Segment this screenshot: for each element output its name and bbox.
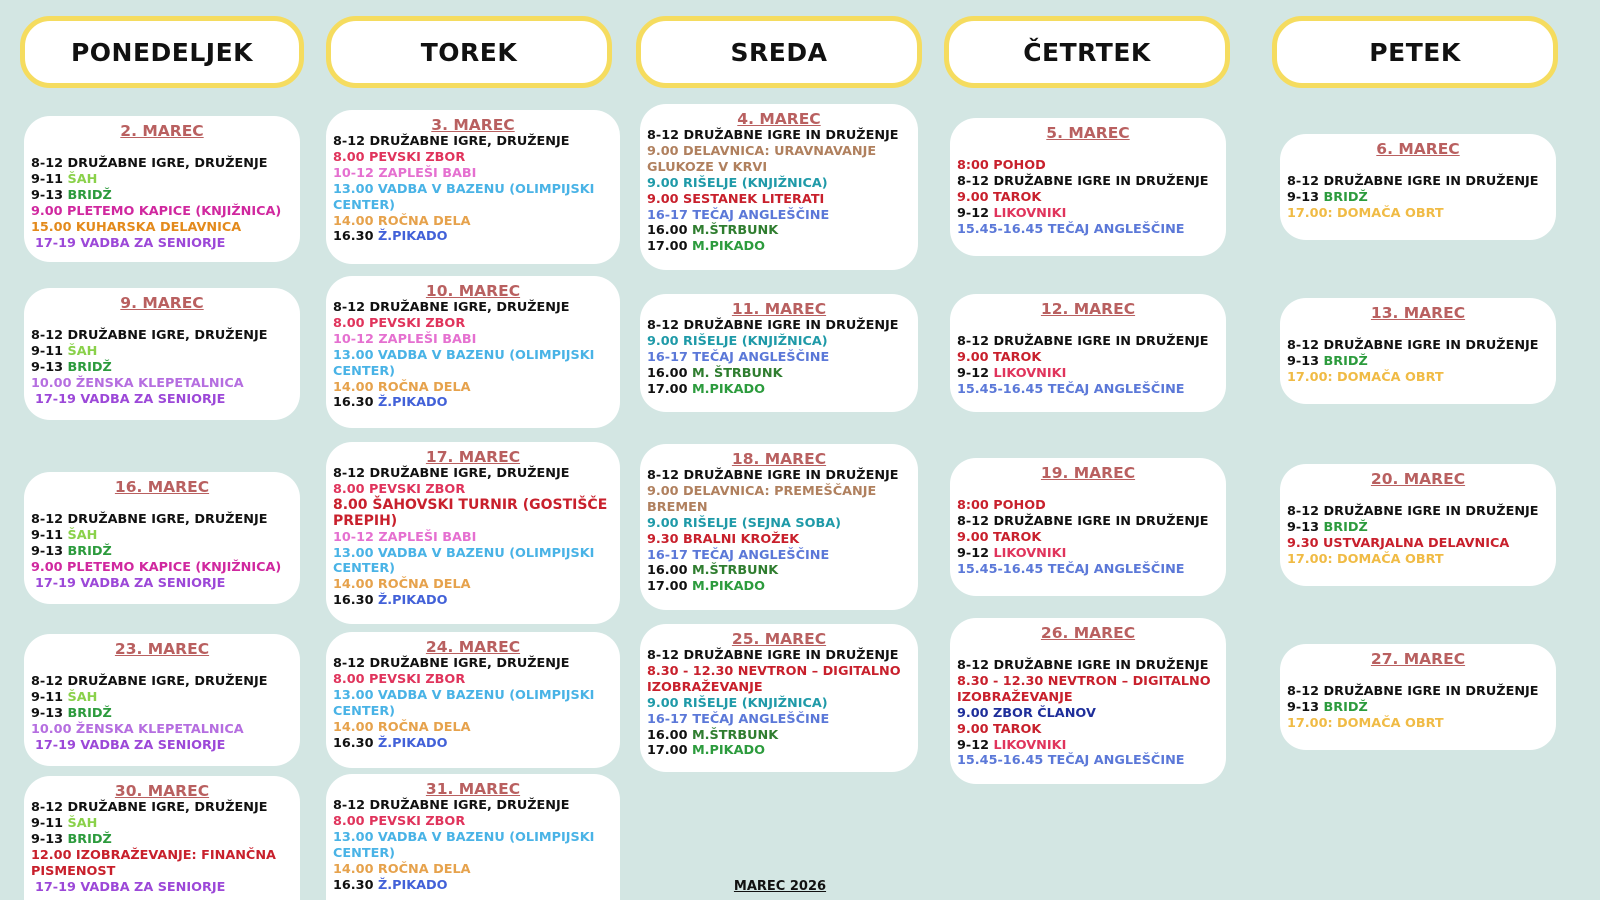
card-date: 2. MAREC [120, 122, 204, 140]
event-time: 17.00 [647, 381, 692, 397]
event-text: Ž.PIKADO [377, 593, 448, 609]
event-text: LIKOVNIKI [993, 205, 1067, 221]
card-date: 31. MAREC [425, 780, 521, 798]
event-line: 17.00: DOMAČA OBRT [1287, 205, 1444, 221]
event-time: 17.00 [647, 579, 692, 595]
event-line [333, 593, 613, 609]
event-line: 17-19 VADBA ZA SENIORJE [35, 737, 226, 753]
event-text: LIKOVNIKI [993, 545, 1067, 561]
card-date: 23. MAREC [114, 640, 210, 658]
event-card-mar-20 [1280, 464, 1556, 586]
event-line: 13.00 VADBA V BAZENU (OLIMPIJSKI CENTER) [333, 181, 595, 213]
event-line [31, 544, 293, 560]
event-line: 17-19 VADBA ZA SENIORJE [35, 575, 226, 591]
event-card-mar-30 [24, 776, 300, 900]
event-card-mar-5 [950, 118, 1226, 256]
event-line: 15.45-16.45 TEČAJ ANGLEŠČINE [957, 753, 1185, 769]
event-line [647, 563, 911, 579]
event-line: 13.00 VADBA V BAZENU (OLIMPIJSKI CENTER) [333, 347, 595, 379]
event-line: 16-17 TEČAJ ANGLEŠČINE [647, 207, 830, 223]
event-text: LIKOVNIKI [993, 365, 1067, 381]
event-line: 8:00 POHOD [957, 158, 1046, 173]
event-time: 9-12 [957, 365, 994, 381]
event-time: 9-12 [957, 545, 994, 561]
event-line: 8-12 DRUŽABNE IGRE, DRUŽENJE [31, 156, 268, 171]
event-text: BRIDŽ [67, 359, 112, 375]
event-line: 15.00 KUHARSKA DELAVNICA [31, 219, 242, 235]
event-line: 8-12 DRUŽABNE IGRE IN DRUŽENJE [647, 128, 899, 143]
event-line [31, 344, 293, 360]
event-text: BRIDŽ [1323, 353, 1368, 369]
event-line [647, 223, 911, 239]
event-line: 8-12 DRUŽABNE IGRE, DRUŽENJE [31, 674, 268, 689]
event-line: 17.00: DOMAČA OBRT [1287, 715, 1444, 731]
event-time: 9-12 [957, 737, 994, 753]
event-text: BRIDŽ [67, 831, 112, 847]
event-time: 16.30 [333, 735, 378, 751]
event-line: 10-12 ZAPLEŠI BABI [333, 529, 477, 545]
event-line [333, 229, 613, 245]
event-line: 9.30 BRALNI KROŽEK [647, 531, 800, 547]
event-card-mar-12 [950, 294, 1226, 412]
event-line: 8-12 DRUŽABNE IGRE IN DRUŽENJE [957, 658, 1209, 673]
event-card-mar-31 [326, 774, 620, 900]
event-text: ŠAH [67, 815, 98, 831]
card-date: 10. MAREC [425, 282, 521, 300]
event-line [957, 546, 1219, 562]
event-time: 9-13 [1287, 699, 1324, 715]
event-line: 12.00 IZOBRAŽEVANJE: FINANČNA PISMENOST [31, 847, 276, 879]
event-time: 16.30 [333, 877, 378, 893]
event-text: M.ŠTRBUNK [691, 563, 779, 579]
event-line: 14.00 ROČNA DELA [333, 379, 471, 395]
event-card-mar-17 [326, 442, 620, 624]
event-line: 9.00 RIŠELJE (KNJIŽNICA) [647, 333, 828, 349]
event-card-mar-16 [24, 472, 300, 604]
event-line: 8.00 PEVSKI ZBOR [333, 671, 466, 687]
event-line [1287, 700, 1549, 716]
event-line [333, 736, 613, 752]
event-line: 8-12 DRUŽABNE IGRE IN DRUŽENJE [1287, 338, 1539, 353]
card-date: 17. MAREC [425, 448, 521, 466]
event-line: 9.00 RIŠELJE (KNJIŽNICA) [647, 175, 828, 191]
event-time: 9-13 [1287, 353, 1324, 369]
event-line: 8-12 DRUŽABNE IGRE IN DRUŽENJE [1287, 684, 1539, 699]
event-line: 9.00 DELAVNICA: URAVNAVANJE GLUKOZE V KRVI [647, 143, 877, 175]
event-line: 13.00 VADBA V BAZENU (OLIMPIJSKI CENTER) [333, 829, 595, 861]
event-line: 8-12 DRUŽABNE IGRE, DRUŽENJE [31, 512, 268, 527]
event-line: 9.00 TAROK [957, 189, 1042, 205]
card-date: 9. MAREC [120, 294, 204, 312]
event-line: 9.00 SESTANEK LITERATI [647, 191, 825, 207]
event-line: 17-19 VADBA ZA SENIORJE [35, 235, 226, 251]
event-text: M.PIKADO [691, 381, 765, 397]
event-line [31, 172, 293, 188]
event-line [1287, 520, 1549, 536]
event-line: 9.00 TAROK [957, 721, 1042, 737]
event-card-mar-18 [640, 444, 918, 610]
event-time: 9-13 [31, 187, 68, 203]
event-text: Ž.PIKADO [377, 735, 448, 751]
event-line [333, 395, 613, 411]
event-line: 9.00 PLETEMO KAPICE (KNJIŽNICA) [31, 559, 282, 575]
event-line: 8-12 DRUŽABNE IGRE, DRUŽENJE [333, 656, 570, 671]
event-line: 9.30 USTVARJALNA DELAVNICA [1287, 535, 1510, 551]
event-line: 8-12 DRUŽABNE IGRE, DRUŽENJE [333, 798, 570, 813]
event-line: 8-12 DRUŽABNE IGRE IN DRUŽENJE [957, 334, 1209, 349]
event-line: 8-12 DRUŽABNE IGRE IN DRUŽENJE [957, 173, 1209, 189]
event-line: 16-17 TEČAJ ANGLEŠČINE [647, 711, 830, 727]
event-text: M.ŠTRBUNK [691, 727, 779, 743]
event-line [957, 738, 1219, 754]
event-line: 8.00 PEVSKI ZBOR [333, 315, 466, 331]
event-line: 9.00 RIŠELJE (KNJIŽNICA) [647, 695, 828, 711]
card-date: 18. MAREC [731, 450, 827, 468]
event-card-mar-10 [326, 276, 620, 428]
event-line [647, 579, 911, 595]
event-time: 9-13 [1287, 189, 1324, 205]
event-line: 10.00 ŽENSKA KLEPETALNICA [31, 721, 244, 737]
event-text: M.PIKADO [691, 579, 765, 595]
event-line: 8-12 DRUŽABNE IGRE IN DRUŽENJE [1287, 174, 1539, 189]
event-time: 9-13 [31, 359, 68, 375]
event-line: 13.00 VADBA V BAZENU (OLIMPIJSKI CENTER) [333, 687, 595, 719]
event-card-mar-2 [24, 116, 300, 262]
event-line [957, 206, 1219, 222]
event-line: 9.00 TAROK [957, 349, 1042, 365]
event-text: BRIDŽ [67, 187, 112, 203]
event-line: 16-17 TEČAJ ANGLEŠČINE [647, 349, 830, 365]
event-card-mar-27 [1280, 644, 1556, 750]
event-line: 8.00 ŠAHOVSKI TURNIR (GOSTIŠČE PREPIH) [333, 496, 608, 529]
event-text: ŠAH [67, 689, 98, 705]
event-card-mar-11 [640, 294, 918, 412]
event-line: 8-12 DRUŽABNE IGRE, DRUŽENJE [31, 800, 268, 815]
card-date: 25. MAREC [731, 630, 827, 648]
event-line [31, 188, 293, 204]
card-date: 30. MAREC [114, 782, 210, 800]
event-text: BRIDŽ [1323, 189, 1368, 205]
event-line: 8-12 DRUŽABNE IGRE IN DRUŽENJE [647, 318, 899, 333]
card-date: 26. MAREC [1040, 624, 1136, 642]
card-date: 24. MAREC [425, 638, 521, 656]
event-line: 15.45-16.45 TEČAJ ANGLEŠČINE [957, 381, 1185, 397]
event-line: 8-12 DRUŽABNE IGRE IN DRUŽENJE [1287, 504, 1539, 519]
event-text: ŠAH [67, 171, 98, 187]
event-time: 16.30 [333, 229, 378, 245]
event-text: BRIDŽ [67, 543, 112, 559]
event-card-mar-25 [640, 624, 918, 772]
event-text: M.PIKADO [691, 239, 765, 255]
event-line: 9.00 PLETEMO KAPICE (KNJIŽNICA) [31, 203, 282, 219]
event-line: 9.00 DELAVNICA: PREMEŠČANJE BREMEN [647, 483, 877, 515]
day-header-tuesday: TOREK [326, 16, 612, 88]
event-text: BRIDŽ [1323, 519, 1368, 535]
card-date: 13. MAREC [1370, 304, 1466, 322]
event-card-mar-23 [24, 634, 300, 766]
event-time: 16.00 [647, 563, 692, 579]
card-date: 20. MAREC [1370, 470, 1466, 488]
event-time: 16.00 [647, 365, 692, 381]
event-time: 9-11 [31, 527, 68, 543]
event-line: 14.00 ROČNA DELA [333, 213, 471, 229]
event-time: 9-11 [31, 689, 68, 705]
event-time: 9-11 [31, 815, 68, 831]
event-time: 17.00 [647, 239, 692, 255]
event-text: M.ŠTRBUNK [691, 223, 779, 239]
event-text: LIKOVNIKI [993, 737, 1067, 753]
event-line: 14.00 ROČNA DELA [333, 577, 471, 593]
event-time: 9-11 [31, 171, 68, 187]
event-line [1287, 190, 1549, 206]
event-line: 8.00 PEVSKI ZBOR [333, 813, 466, 829]
card-date: 5. MAREC [1046, 124, 1130, 142]
event-line: 10-12 ZAPLEŠI BABI [333, 165, 477, 181]
event-line [31, 706, 293, 722]
event-time: 16.30 [333, 395, 378, 411]
event-time: 16.00 [647, 727, 692, 743]
event-line [31, 690, 293, 706]
event-line: 8-12 DRUŽABNE IGRE IN DRUŽENJE [957, 513, 1209, 529]
event-line: 17.00: DOMAČA OBRT [1287, 551, 1444, 567]
event-card-mar-19 [950, 458, 1226, 596]
event-line [31, 360, 293, 376]
event-line: 8.30 - 12.30 NEVTRON – DIGITALNO IZOBRAŽEVANJE [957, 673, 1211, 705]
event-line: 8.30 - 12.30 NEVTRON – DIGITALNO IZOBRAŽEVANJE [647, 663, 901, 695]
event-time: 9-13 [31, 705, 68, 721]
event-line: 8-12 DRUŽABNE IGRE, DRUŽENJE [333, 134, 570, 149]
event-line [31, 832, 293, 848]
event-text: ŠAH [67, 527, 98, 543]
event-line: 8-12 DRUŽABNE IGRE, DRUŽENJE [333, 466, 570, 481]
event-line: 8-12 DRUŽABNE IGRE IN DRUŽENJE [647, 468, 899, 483]
event-line [1287, 354, 1549, 370]
event-line: 9.00 ZBOR ČLANOV [957, 705, 1096, 721]
card-date: 19. MAREC [1040, 464, 1136, 482]
day-header-monday: PONEDELJEK [20, 16, 304, 88]
event-line: 8.00 PEVSKI ZBOR [333, 149, 466, 165]
month-footer: MAREC 2026 [733, 879, 827, 894]
event-time: 16.30 [333, 593, 378, 609]
event-time: 9-13 [1287, 519, 1324, 535]
event-line: 8-12 DRUŽABNE IGRE, DRUŽENJE [31, 328, 268, 343]
card-date: 11. MAREC [731, 300, 827, 318]
event-line: 16-17 TEČAJ ANGLEŠČINE [647, 547, 830, 563]
event-card-mar-6 [1280, 134, 1556, 240]
event-line [31, 816, 293, 832]
event-line [31, 528, 293, 544]
day-header-thursday: ČETRTEK [944, 16, 1230, 88]
event-time: 17.00 [647, 743, 692, 759]
event-line: 10.00 ŽENSKA KLEPETALNICA [31, 375, 244, 391]
event-line: 9.00 TAROK [957, 529, 1042, 545]
event-line: 8:00 POHOD [957, 498, 1046, 513]
event-text: BRIDŽ [67, 705, 112, 721]
event-line: 8-12 DRUŽABNE IGRE, DRUŽENJE [333, 300, 570, 315]
event-card-mar-3 [326, 110, 620, 264]
event-line: 14.00 ROČNA DELA [333, 719, 471, 735]
event-text: Ž.PIKADO [377, 395, 448, 411]
event-line: 15.45-16.45 TEČAJ ANGLEŠČINE [957, 561, 1185, 577]
event-line [333, 878, 613, 894]
event-line [647, 239, 911, 255]
event-text: ŠAH [67, 343, 98, 359]
event-card-mar-24 [326, 632, 620, 768]
event-line: 14.00 ROČNA DELA [333, 861, 471, 877]
event-line: 17.00: DOMAČA OBRT [1287, 369, 1444, 385]
event-time: 9-13 [31, 543, 68, 559]
card-date: 6. MAREC [1376, 140, 1460, 158]
card-date: 16. MAREC [114, 478, 210, 496]
event-line: 17-19 VADBA ZA SENIORJE [35, 879, 226, 895]
event-line: 9.00 RIŠELJE (SEJNA SOBA) [647, 515, 841, 531]
event-card-mar-26 [950, 618, 1226, 784]
event-card-mar-4 [640, 104, 918, 270]
event-time: 9-13 [31, 831, 68, 847]
event-card-mar-9 [24, 288, 300, 420]
event-text: M.PIKADO [691, 743, 765, 759]
card-date: 3. MAREC [431, 116, 515, 134]
event-line: 15.45-16.45 TEČAJ ANGLEŠČINE [957, 221, 1185, 237]
event-text: BRIDŽ [1323, 699, 1368, 715]
day-header-friday: PETEK [1272, 16, 1558, 88]
event-line [957, 366, 1219, 382]
event-time: 9-12 [957, 205, 994, 221]
card-date: 27. MAREC [1370, 650, 1466, 668]
card-date: 4. MAREC [737, 110, 821, 128]
event-line: 13.00 VADBA V BAZENU (OLIMPIJSKI CENTER) [333, 545, 595, 577]
event-line [647, 382, 911, 398]
event-time: 9-11 [31, 343, 68, 359]
card-date: 12. MAREC [1040, 300, 1136, 318]
event-line: 17-19 VADBA ZA SENIORJE [35, 391, 226, 407]
event-line: 10-12 ZAPLEŠI BABI [333, 331, 477, 347]
event-time: 16.00 [647, 223, 692, 239]
event-line [647, 366, 911, 382]
event-line [647, 728, 911, 744]
event-card-mar-13 [1280, 298, 1556, 404]
day-header-wednesday: SREDA [636, 16, 922, 88]
event-text: M. ŠTRBUNK [691, 365, 783, 381]
event-line: 8-12 DRUŽABNE IGRE IN DRUŽENJE [647, 648, 899, 663]
event-text: Ž.PIKADO [377, 877, 448, 893]
event-text: Ž.PIKADO [377, 229, 448, 245]
event-line [647, 743, 911, 759]
event-line: 8.00 PEVSKI ZBOR [333, 481, 466, 497]
